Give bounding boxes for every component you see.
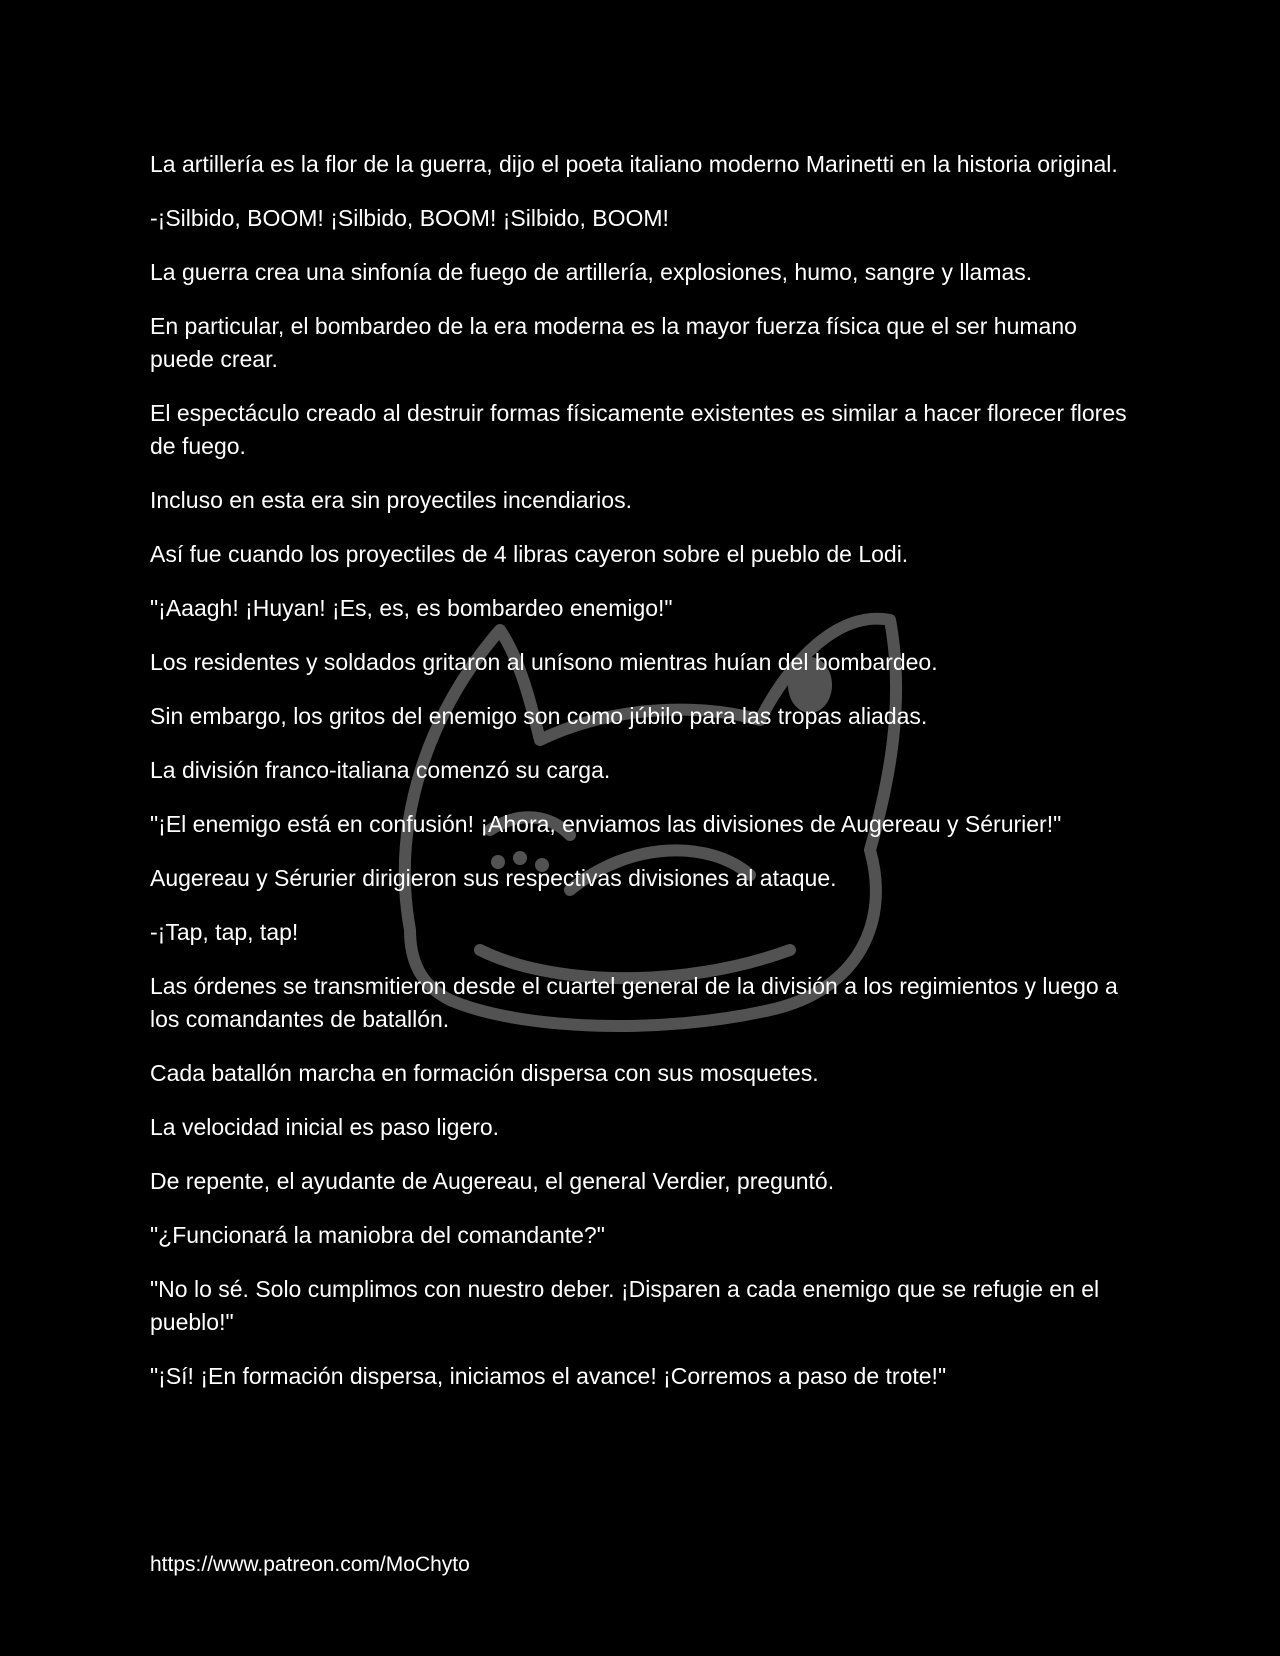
paragraph: La artillería es la flor de la guerra, dijo el poeta italiano moderno Marinetti en la historia original.	[150, 151, 1118, 177]
paragraph: Los residentes y soldados gritaron al unísono mientras huían del bombardeo.	[150, 649, 938, 675]
paragraph: La velocidad inicial es paso ligero.	[150, 1114, 500, 1140]
paragraph: "¿Funcionará la maniobra del comandante?"	[150, 1222, 605, 1248]
paragraph: La guerra crea una sinfonía de fuego de artillería, explosiones, humo, sangre y llamas.	[150, 259, 1033, 285]
paragraph: Sin embargo, los gritos del enemigo son como júbilo para las tropas aliadas.	[150, 703, 928, 729]
paragraph: Cada batallón marcha en formación dispersa con sus mosquetes.	[150, 1060, 819, 1086]
paragraph: Augereau y Sérurier dirigieron sus respectivas divisiones al ataque.	[150, 865, 837, 891]
paragraph: -¡Tap, tap, tap!	[150, 919, 299, 945]
paragraph: Las órdenes se transmitieron desde el cuartel general de la división a los regimientos y luego a los comandantes de batallón.	[150, 973, 1118, 1032]
paragraph: "¡Sí! ¡En formación dispersa, iniciamos el avance! ¡Corremos a paso de trote!"	[150, 1363, 947, 1389]
paragraph: Así fue cuando los proyectiles de 4 libras cayeron sobre el pueblo de Lodi.	[150, 541, 909, 567]
paragraph: Incluso en esta era sin proyectiles incendiarios.	[150, 487, 632, 513]
document-body	[150, 148, 1140, 1414]
paragraph: "¡Aaagh! ¡Huyan! ¡Es, es, es bombardeo enemigo!"	[150, 595, 673, 621]
paragraph: "No lo sé. Solo cumplimos con nuestro deber. ¡Disparen a cada enemigo que se refugie en el pueblo!"	[150, 1276, 1100, 1335]
paragraph: -¡Silbido, BOOM! ¡Silbido, BOOM! ¡Silbido, BOOM!	[150, 205, 669, 231]
paragraph: La división franco-italiana comenzó su carga.	[150, 757, 611, 783]
paragraph: "¡El enemigo está en confusión! ¡Ahora, enviamos las divisiones de Augereau y Sérurier!"	[150, 811, 1062, 837]
paragraph: En particular, el bombardeo de la era moderna es la mayor fuerza física que el ser humano puede crear.	[150, 313, 1077, 372]
paragraph: El espectáculo creado al destruir formas físicamente existentes es similar a hacer florecer flores de fuego.	[150, 400, 1127, 459]
paragraph: De repente, el ayudante de Augereau, el general Verdier, preguntó.	[150, 1168, 835, 1194]
patreon-link[interactable]: https://www.patreon.com/MoChyto	[150, 1553, 470, 1576]
